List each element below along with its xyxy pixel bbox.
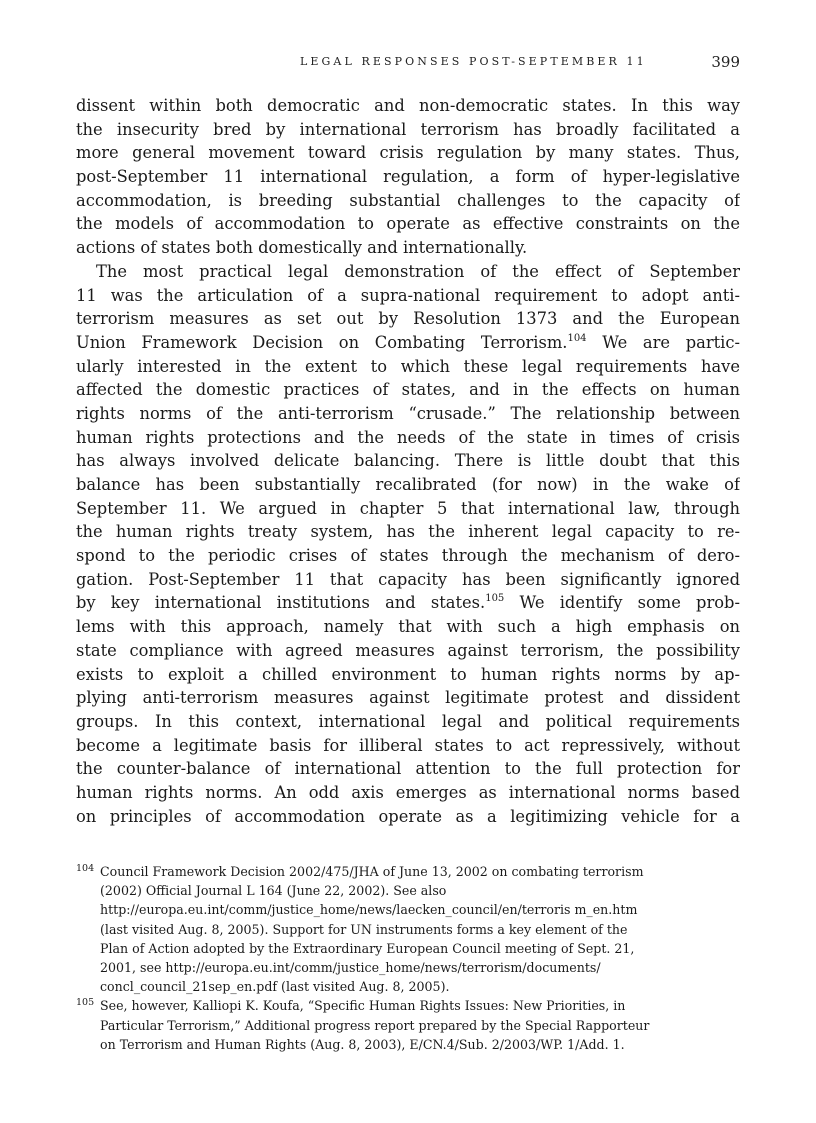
body-line: rights norms of the anti-terrorism “crusade.” The relationship between — [76, 403, 740, 423]
body-line: by key international institutions and states.$^{105}$ We identify some prob- — [76, 593, 740, 613]
body-line: the insecurity bred by international terrorism has broadly facilitated a — [76, 119, 740, 139]
running-title: LEGAL RESPONSES POST-SEPTEMBER 11 — [300, 55, 647, 68]
body-line: become a legitimate basis for illiberal states to act repressively, without — [76, 735, 740, 755]
body-line: exists to exploit a chilled environment to human rights norms by ap- — [76, 664, 740, 684]
body-text — [76, 94, 740, 828]
footnote-link[interactable]: http://europa.eu.int/comm/justice_home/news/laecken_council/en/terroris m_en.htm — [100, 902, 638, 918]
footnote-ref-104[interactable]: 104 — [567, 332, 587, 344]
footnote-number: 105 — [76, 997, 95, 1009]
body-line: 11 was the articulation of a supra-national requirement to adopt anti- — [76, 285, 740, 305]
body-line: spond to the periodic crises of states through the mechanism of dero- — [76, 546, 740, 566]
body-line: accommodation, is breeding substantial challenges to the capacity of — [76, 190, 740, 210]
body-line: gation. Post-September 11 that capacity has been significantly ignored — [76, 569, 740, 589]
body-line: state compliance with agreed measures against terrorism, the possibility — [76, 640, 740, 660]
body-line: actions of states both domestically and internationally. — [76, 238, 528, 258]
body-line: lems with this approach, namely that with such a high emphasis on — [76, 617, 740, 637]
body-line: the human rights treaty system, has the inherent legal capacity to re- — [76, 522, 740, 542]
body-line: more general movement toward crisis regulation by many states. Thus, — [76, 143, 740, 163]
body-line: terrorism measures as set out by Resolution 1373 and the European — [76, 309, 740, 329]
body-line: human rights protections and the needs of the state in times of crisis — [76, 427, 740, 447]
body-line: has always involved delicate balancing. There is little doubt that this — [76, 451, 740, 471]
body-line: the counter-balance of international attention to the full protection for — [76, 759, 740, 779]
running-head — [300, 53, 740, 73]
body-line: Union Framework Decision on Combating Terrorism.$^{104}$ We are partic- — [76, 332, 740, 352]
body-line: September 11. We argued in chapter 5 that international law, through — [76, 498, 740, 518]
body-line: dissent within both democratic and non-democratic states. In this way — [76, 96, 740, 115]
body-line: affected the domestic practices of states, and in the effects on human — [76, 380, 740, 400]
body-line: post-September 11 international regulation, a form of hyper-legislative — [76, 167, 740, 187]
footnote-number: 104 — [76, 863, 95, 874]
body-line: ularly interested in the extent to which these legal requirements have — [76, 356, 740, 376]
footnote-link[interactable]: 2001, see http://europa.eu.int/comm/justice_home/news/terrorism/documents/ — [100, 959, 601, 975]
page-number: 399 — [711, 53, 740, 71]
footnote-104: 104 Council Framework Decision 2002/475/JHA of June 13, 2002 on combating terrorism (2002) Official Journal L 164 (June 22, 2002). See also http://europa.eu.int/comm/justice_home/news/laecken_council/en/terroris m_en.htm (last visited Aug. 8, 2005). Support for UN instruments forms a key element of the Plan of Action adopted by the Extraordinary European Council meeting of Sept. 21, 2001, see http://europa.eu.int/comm/justice_home/news/terrorism/documents/ concl_council_21sep_en.pdf (last visited Aug. 8, 2005). — [76, 862, 740, 996]
body-line: on principles of accommodation operate as a legitimizing vehicle for a — [76, 806, 740, 826]
body-line: balance has been substantially recalibrated (for now) in the wake of — [76, 475, 740, 494]
footnotes — [76, 862, 740, 1054]
footnote-ref-105[interactable]: 105 — [485, 593, 505, 605]
body-line: groups. In this context, international legal and political requirements — [76, 711, 740, 731]
body-line: plying anti-terrorism measures against legitimate protest and dissident — [76, 688, 740, 708]
footnote-105: 105 See, however, Kalliopi K. Koufa, “Specific Human Rights Issues: New Priorities, in Particular Terrorism,” Additional progress report prepared by the Special Rapporteur on Terrorism and Human Rights (Aug. 8, 2003), E/CN.4/Sub. 2/2003/WP. 1/Add. 1. — [76, 996, 740, 1054]
body-line: The most practical legal demonstration of the effect of September — [96, 261, 740, 281]
body-line: human rights norms. An odd axis emerges as international norms based — [76, 782, 740, 802]
body-line: the models of accommodation to operate as effective constraints on the — [76, 214, 740, 234]
